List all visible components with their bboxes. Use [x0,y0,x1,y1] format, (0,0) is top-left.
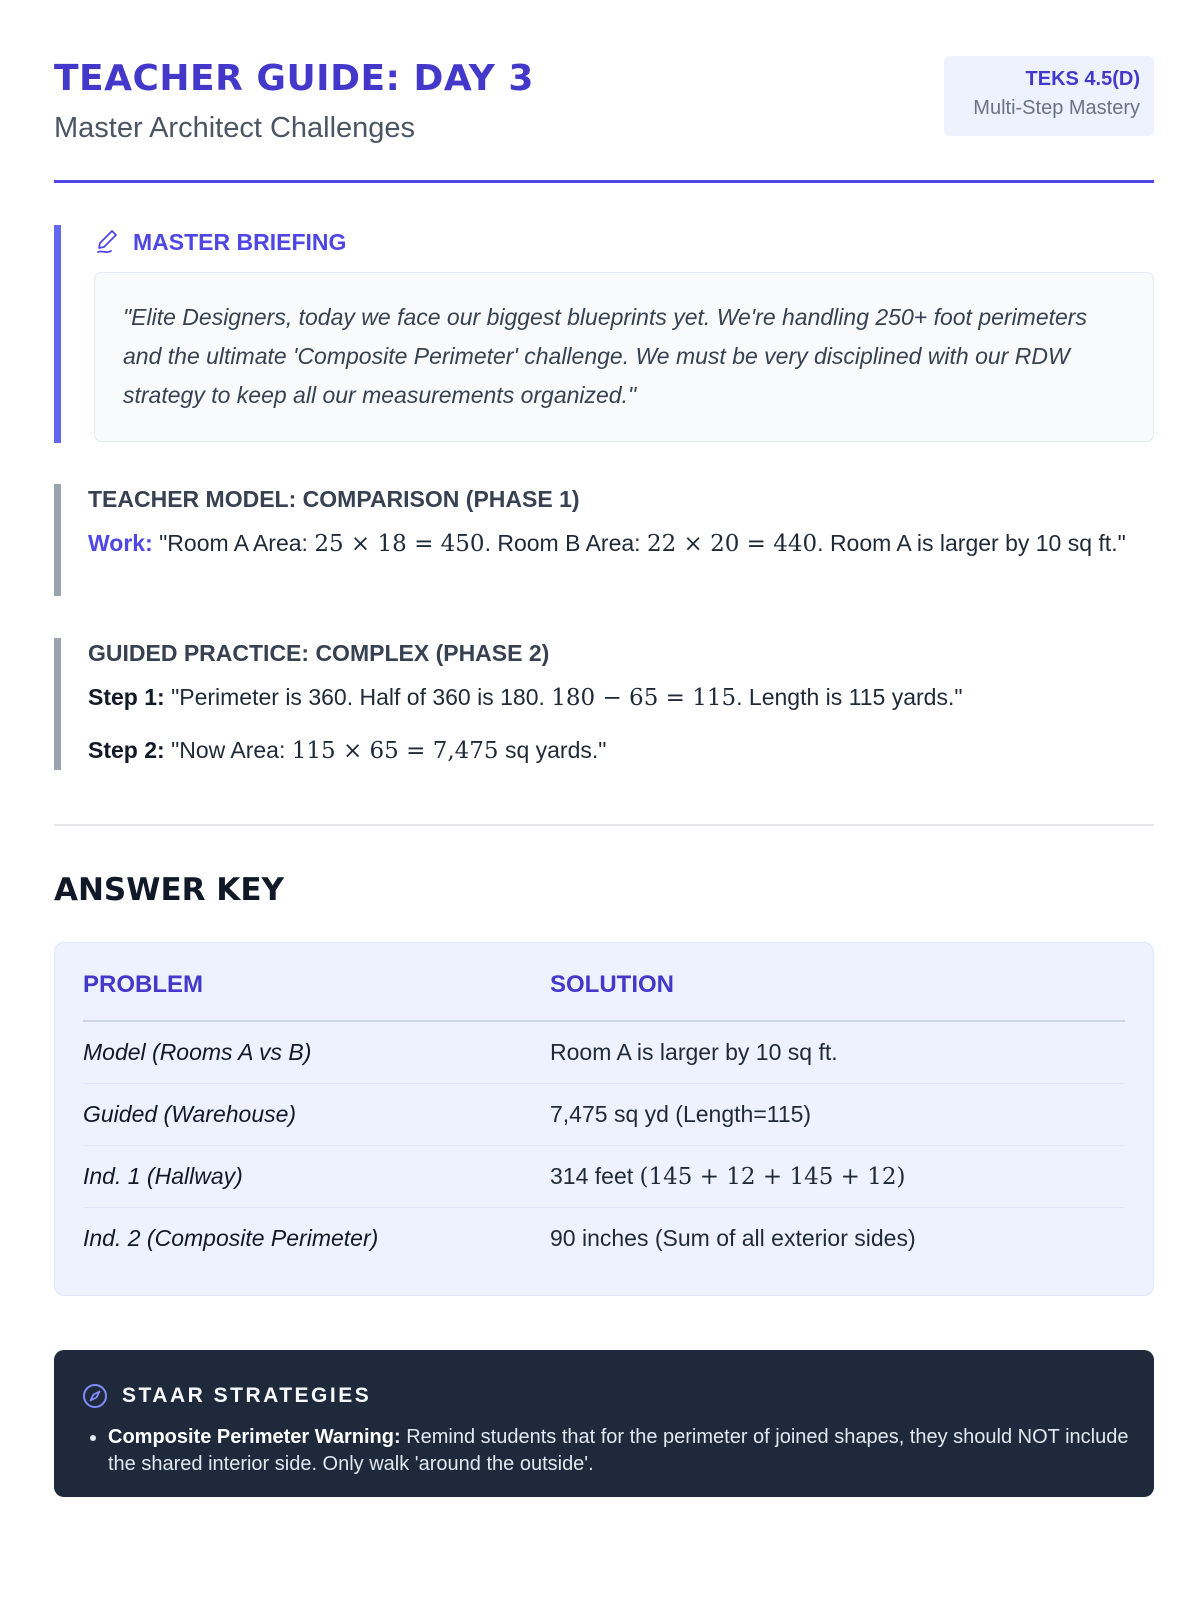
solution-cell [550,1207,1125,1269]
section-divider [54,824,1154,826]
guided-practice-section [54,638,1154,770]
teacher-model-work [88,527,1154,561]
step-1-label: Step 1: [88,684,165,710]
solution-math: (145 + 12 + 145 + 12) [639,1163,906,1190]
teacher-model-title: TEACHER MODEL: COMPARISON (PHASE 1) [88,486,580,512]
answer-key-header-row [83,943,1125,1021]
pen-icon [95,229,119,255]
master-briefing [54,225,1154,443]
work-text-2: . Room B Area: [484,530,647,556]
problem-cell: Ind. 2 (Composite Perimeter) [83,1224,379,1251]
step-2-text-2: sq yards." [498,737,607,763]
solution-column-header: SOLUTION [550,943,1125,1021]
guided-step-2 [88,734,1154,768]
page-subtitle: Master Architect Challenges [54,112,416,144]
answer-key-table [83,943,1125,1269]
step-2-label: Step 2: [88,737,165,763]
page-title: TEACHER GUIDE: DAY 3 [54,58,534,99]
table-row [83,1021,1125,1083]
staar-item-label: Composite Perimeter Warning: [108,1426,401,1448]
staar-title: STAAR STRATEGIES [122,1384,372,1407]
teks-badge [944,56,1154,136]
solution-text: 314 feet [550,1162,640,1189]
problem-cell: Guided (Warehouse) [83,1083,550,1145]
solution-text: Room A is larger by 10 sq ft. [550,1038,838,1065]
solution-cell [550,1021,1125,1083]
work-text-3: . Room A is larger by 10 sq ft." [817,530,1126,556]
solution-cell [550,1145,1125,1207]
table-row [83,1083,1125,1145]
teks-subtitle: Multi-Step Mastery [973,97,1140,119]
compass-icon [82,1383,108,1409]
staar-list [108,1424,1138,1478]
briefing-header [95,227,346,257]
table-row [83,1145,1125,1207]
table-row [83,1207,1125,1269]
answer-key-card [54,942,1154,1296]
work-math-1: 25 × 18 = 450 [314,531,485,557]
problem-cell: Model (Rooms A vs B) [83,1021,550,1083]
step-2-math: 115 × 65 = 7,475 [291,738,499,764]
teks-code: TEKS 4.5(D) [1025,68,1140,90]
work-label: Work: [88,530,153,556]
solution-text: 90 inches (Sum of all exterior sides) [550,1224,916,1251]
guided-step-1 [88,681,1154,715]
header-divider [54,180,1154,183]
page-header [54,56,1154,184]
problem-cell: Ind. 1 (Hallway) [83,1145,550,1207]
list-item [108,1424,1138,1478]
work-text-1: "Room A Area: [152,530,315,556]
step-1-math: 180 − 65 = 115 [551,685,737,711]
briefing-quote: "Elite Designers, today we face our biggest blueprints yet. We're handling 250+ foot perimeters and the ultimate 'Composite Perimeter' challenge. We must be very disciplined with our RDW strategy to keep all our measurements organized." [94,272,1154,442]
step-1-text-1: "Perimeter is 360. Half of 360 is 180. [164,684,552,710]
step-2-text-1: "Now Area: [164,737,292,763]
problem-column-header: PROBLEM [83,943,550,1021]
answer-key-title: ANSWER KEY [54,872,284,908]
briefing-title: MASTER BRIEFING [133,228,347,255]
step-1-text-2: . Length is 115 yards." [736,684,963,710]
guided-practice-title: GUIDED PRACTICE: COMPLEX (PHASE 2) [88,640,550,666]
staar-strategies-panel [54,1350,1154,1497]
solution-cell [550,1083,1125,1145]
teacher-model-section [54,484,1154,596]
work-math-2: 22 × 20 = 440 [646,531,818,557]
staar-item-text: Remind students that for the perimeter of joined shapes, they should NOT include the shared interior side. Only walk 'around the outside'. [108,1426,1129,1475]
staar-header [82,1382,371,1410]
solution-text: 7,475 sq yd (Length=115) [550,1100,812,1127]
